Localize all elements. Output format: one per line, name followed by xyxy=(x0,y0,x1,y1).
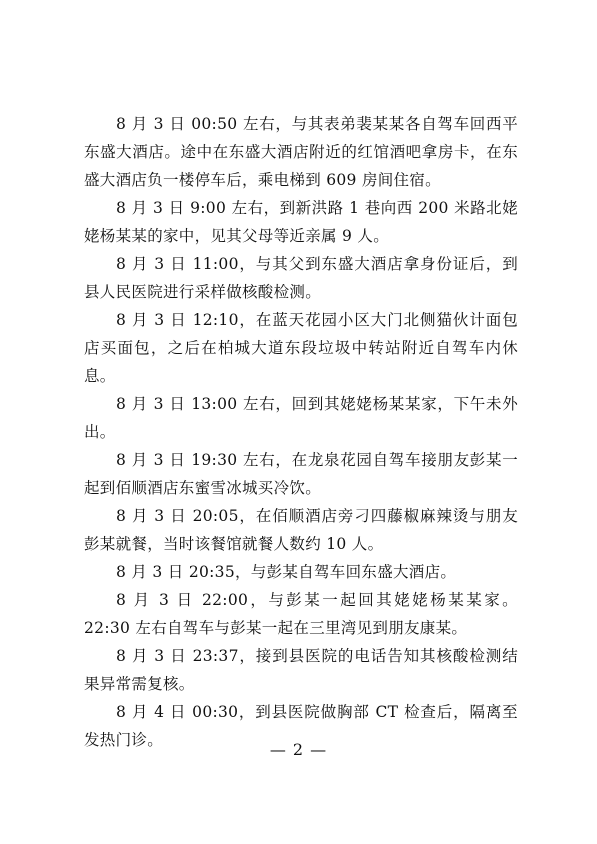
paragraph: 8 月 3 日 12:10，在蓝天花园小区大门北侧猫伙计面包店买面包，之后在柏城大道东段垃圾中转站附近自驾车内休息。 xyxy=(84,311,518,385)
page-number: — 2 — xyxy=(269,740,328,759)
paragraph: 8 月 3 日 19:30 左右，在龙泉花园自驾车接朋友彭某一起到佰顺酒店东蜜雪冰城买冷饮。 xyxy=(84,451,518,497)
paragraph: 8 月 3 日 00:50 左右，与其表弟裴某某各自驾车回西平东盛大酒店。途中在东盛大酒店附近的红馆酒吧拿房卡，在东盛大酒店负一楼停车后，乘电梯到 609 房间住宿。 xyxy=(84,115,518,189)
paragraph: 8 月 3 日 20:35，与彭某自驾车回东盛大酒店。 xyxy=(116,563,457,581)
paragraph: 8 月 3 日 11:00，与其父到东盛大酒店拿身份证后，到县人民医院进行采样做核酸检测。 xyxy=(84,255,518,301)
paragraph: 8 月 3 日 20:05，在佰顺酒店旁刁四藤椒麻辣烫与朋友彭某就餐，当时该餐馆就餐人数约 10 人。 xyxy=(84,507,518,553)
paragraph: 8 月 3 日 9:00 左右，到新洪路 1 巷向西 200 米路北姥姥杨某某的家中，见其父母等近亲属 9 人。 xyxy=(84,199,518,245)
paragraph: 8 月 3 日 13:00 左右，回到其姥姥杨某某家，下午未外出。 xyxy=(84,395,518,441)
paragraph: 8 月 4 日 00:30，到县医院做胸部 CT 检查后，隔离至发热门诊。 xyxy=(84,703,518,749)
paragraph: 8 月 3 日 23:37，接到县医院的电话告知其核酸检测结果异常需复核。 xyxy=(84,647,518,693)
paragraph: 8 月 3 日 22:00，与彭某一起回其姥姥杨某某家。22:30 左右自驾车与彭某一起在三里湾见到朋友康某。 xyxy=(84,591,518,637)
document-body xyxy=(84,110,518,754)
